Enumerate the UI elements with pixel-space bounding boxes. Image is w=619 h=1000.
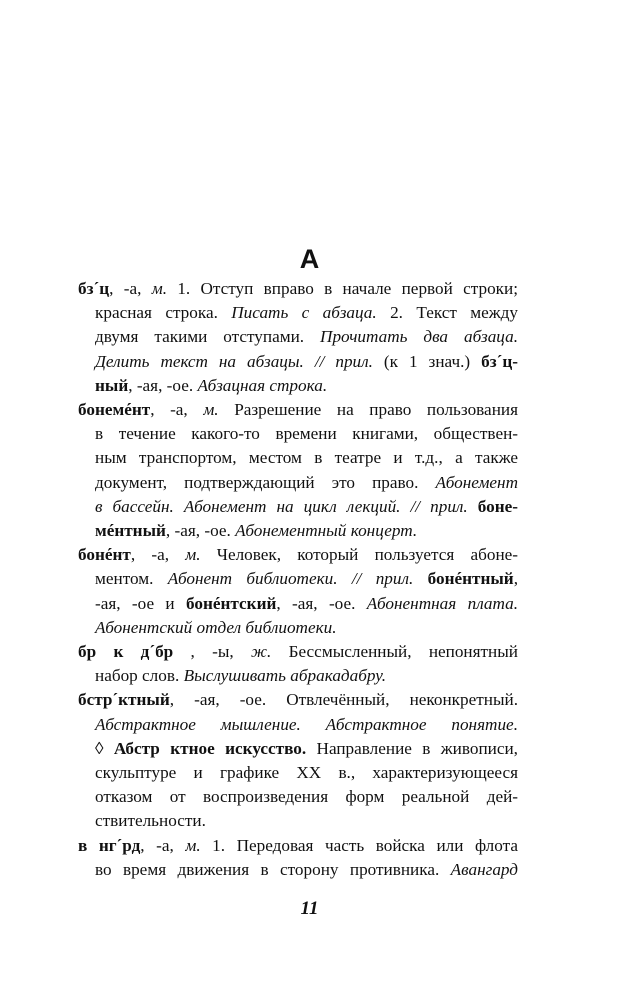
italic-text: Абстрактное мышление. Абстрактное понятие. [95,714,518,734]
plain-text: 1. Передовая часть войска или флота [200,835,518,855]
plain-text: , -ая, -ое. [128,375,198,395]
headword: бстр´ктный [78,690,170,710]
headword: боне- [477,496,518,516]
plain-text: , -ая, -ое. Отвлечённый, неконкретный. [169,690,518,710]
plain-text: 1. Отступ вправо в начале первой строки; [167,279,518,298]
entry-line [78,471,518,495]
plain-text: скульптуре и графике XX в., характеризующееся [95,763,518,783]
entry-line [78,374,518,398]
entry-line [78,519,518,543]
entry-line [78,785,518,809]
italic-text: ж. [251,642,272,662]
italic-text: Прочитать два абзаца. [320,327,518,347]
plain-text: , -а, [140,835,186,855]
italic-text: м. [185,545,201,565]
plain-text: , -ы, [190,642,252,662]
entry-line [78,567,518,591]
plain-text: ментом. [95,569,168,589]
entry-line [78,761,518,785]
headword: бз´ц- [481,351,518,371]
headword: бонéнт [78,545,131,565]
entry-line [78,277,518,301]
italic-text: Абонентский отдел библиотеки. [95,617,337,637]
entry-line [78,713,518,737]
italic-text: Делить текст на абзацы. // прил. [95,351,373,371]
headword: в нг´рд [78,835,141,855]
entry-line [78,834,518,858]
headword: бз´ц [78,279,110,298]
italic-text: Выслушивать абракадабру. [183,666,387,686]
plain-text: , -а, [150,400,204,420]
plain-text: ным транспортом, местом в театре и т.д., а также [95,448,518,468]
page-number: 11 [300,898,319,919]
plain-text: документ, подтверждающий это право. [95,472,436,492]
italic-text: Абонемент [435,472,518,492]
dictionary-entries [78,277,518,882]
headword: ный [95,375,129,395]
plain-text: во время движения в сторону противника. [95,859,451,879]
plain-text: , -а, [130,545,186,565]
italic-text: в бассейн. Абонемент на цикл лекций. // прил. [95,496,468,516]
entry-line [78,325,518,349]
italic-text: Писать с абзаца. [231,303,377,323]
plain-text: , [513,569,518,589]
entry-line [78,809,518,833]
italic-text: Авангард [450,859,518,879]
entry-line [78,398,518,422]
italic-text: м. [185,835,201,855]
plain-text: ствительности. [95,811,206,831]
plain-text [468,497,478,516]
entry-line [78,616,518,640]
plain-text: Направление в живописи, [306,738,518,758]
plain-text: Бессмысленный, непонятный [271,642,518,662]
plain-text: -ая, -ое и [95,593,186,613]
entry-line [78,446,518,470]
plain-text: (к 1 знач.) [372,351,482,371]
plain-text: 2. Текст между [376,303,518,323]
italic-text: м. [151,279,167,298]
entry-line [78,422,518,446]
headword: мéнтный [95,521,166,541]
plain-text [413,569,427,588]
plain-text: в течение какого-то времени книгами, обществен- [95,424,518,444]
plain-text: Разрешение на право пользования [218,400,518,420]
entry-line [78,664,518,688]
italic-text: м. [203,400,219,420]
plain-text: ◊ [95,738,114,758]
entry-line [78,301,518,325]
italic-text: Абонентная плата. [366,593,518,613]
entry-line [78,495,518,519]
plain-text: Человек, который пользуется абоне- [200,545,518,565]
headword: Абстр ктное искусство. [113,738,307,758]
headword: бр к д´бр [78,642,191,662]
entry-line [78,737,518,761]
entry-line [78,640,518,664]
italic-text: Абзацная строка. [197,375,328,395]
plain-text: двумя такими отступами. [95,327,321,347]
headword: бонéнтский [186,593,277,613]
entry-line [78,350,518,374]
plain-text: красная строка. [95,303,232,323]
entry-line [78,858,518,882]
italic-text: Абонементный концерт. [235,521,418,541]
entry-line [78,543,518,567]
plain-text: , -ая, -ое. [276,593,367,613]
headword: бонéнтный [427,569,514,589]
plain-text: , -а, [109,279,152,298]
plain-text: отказом от воспроизведения форм реальной дей- [95,787,518,807]
plain-text: набор слов. [95,666,184,686]
plain-text: , -ая, -ое. [165,521,236,541]
headword: бонемéнт [78,400,151,420]
entry-line [78,688,518,712]
entry-line [78,592,518,616]
section-letter-heading: А [299,244,320,274]
italic-text: Абонент библиотеки. // прил. [167,569,414,589]
